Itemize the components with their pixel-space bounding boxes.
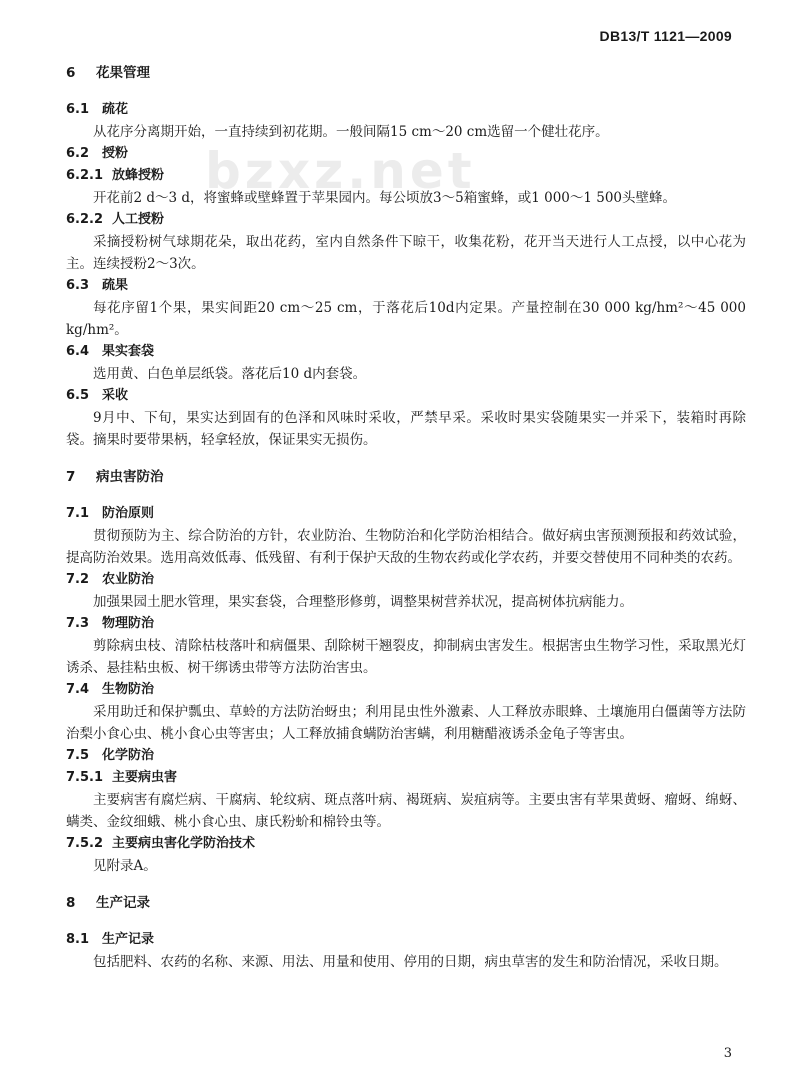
section-heading bbox=[66, 892, 746, 914]
section-title: 放蜂授粉 bbox=[112, 168, 165, 183]
section-s7-1 bbox=[66, 503, 746, 569]
section-title: 采收 bbox=[102, 388, 129, 403]
section-s7-2 bbox=[66, 569, 746, 613]
section-heading bbox=[66, 929, 746, 951]
section-title: 果实套袋 bbox=[102, 344, 155, 359]
section-number: 7.4 bbox=[66, 682, 90, 697]
section-heading bbox=[66, 466, 746, 488]
paragraph: 采摘授粉树气球期花朵，取出花药，室内自然条件下晾干，收集花粉，花开当天进行人工点授，以中心花为主。连续授粉2～3次。 bbox=[66, 234, 746, 272]
section-heading bbox=[66, 767, 746, 789]
section-number: 6.2 bbox=[66, 146, 90, 161]
section-title: 主要病虫害 bbox=[112, 770, 178, 785]
section-s6-3 bbox=[66, 275, 746, 341]
section-heading bbox=[66, 745, 746, 767]
section-number: 6.3 bbox=[66, 278, 90, 293]
section-heading bbox=[66, 62, 746, 84]
paragraph: 贯彻预防为主、综合防治的方针，农业防治、生物防治和化学防治相结合。做好病虫害预测预报和药效试验，提高防治效果。选用高效低毒、低残留、有利于保护天敌的生物农药或化学农药，并要交替使用不同种类的农药。 bbox=[66, 528, 746, 566]
paragraph: 采用助迁和保护瓢虫、草蛉的方法防治蚜虫；利用昆虫性外激素、人工释放赤眼蜂、土壤施用白僵菌等方法防治梨小食心虫、桃小食心虫等害虫；人工释放捕食螨防治害螨，利用糖醋液诱杀金龟子等害虫。 bbox=[66, 704, 746, 742]
paragraph: 剪除病虫枝、清除枯枝落叶和病僵果、刮除树干翘裂皮，抑制病虫害发生。根据害虫生物学习性，采取黑光灯诱杀、悬挂粘虫板、树干绑诱虫带等方法防治害虫。 bbox=[66, 638, 746, 676]
section-title: 授粉 bbox=[102, 146, 129, 161]
page-number: 3 bbox=[723, 1046, 732, 1061]
section-heading bbox=[66, 209, 746, 231]
document-code: DB13/T 1121—2009 bbox=[599, 28, 732, 44]
page-body bbox=[66, 62, 746, 973]
paragraph: 开花前2 d～3 d，将蜜蜂或壁蜂置于苹果园内。每公顷放3～5箱蜜蜂，或1 000～1 500头壁蜂。 bbox=[93, 190, 677, 206]
section-title: 疏果 bbox=[102, 278, 129, 293]
section-number: 8.1 bbox=[66, 932, 90, 947]
section-number: 7.5.1 bbox=[66, 770, 104, 785]
paragraph: 见附录A。 bbox=[93, 858, 157, 874]
paragraph: 主要病害有腐烂病、干腐病、轮纹病、斑点落叶病、褐斑病、炭疽病等。主要虫害有苹果黄蚜、瘤蚜、绵蚜、螨类、金纹细蛾、桃小食心虫、康氏粉蚧和棉铃虫等。 bbox=[66, 792, 746, 830]
section-number: 7.5.2 bbox=[66, 836, 104, 851]
section-title: 疏花 bbox=[102, 102, 129, 117]
section-s6-1 bbox=[66, 99, 746, 143]
paragraph: 从花序分离期开始，一直持续到初花期。一般间隔15 cm～20 cm选留一个健壮花序。 bbox=[93, 124, 609, 140]
section-s6-2-2 bbox=[66, 209, 746, 275]
section-number: 7.3 bbox=[66, 616, 90, 631]
section-number: 6.5 bbox=[66, 388, 90, 403]
section-number: 6.1 bbox=[66, 102, 90, 117]
section-title: 化学防治 bbox=[102, 748, 155, 763]
section-s7-5 bbox=[66, 745, 746, 767]
section-title: 物理防治 bbox=[102, 616, 155, 631]
section-heading bbox=[66, 165, 746, 187]
section-number: 7.1 bbox=[66, 506, 90, 521]
section-s6-5 bbox=[66, 385, 746, 451]
paragraph: 选用黄、白色单层纸袋。落花后10 d内套袋。 bbox=[93, 366, 367, 382]
section-number: 6 bbox=[66, 65, 76, 81]
section-title: 花果管理 bbox=[96, 65, 150, 81]
section-title: 农业防治 bbox=[102, 572, 155, 587]
section-number: 7.5 bbox=[66, 748, 90, 763]
section-s8-1 bbox=[66, 929, 746, 973]
section-s7-4 bbox=[66, 679, 746, 745]
section-heading bbox=[66, 613, 746, 635]
paragraph: 每花序留1个果，果实间距20 cm～25 cm，于落花后10d内定果。产量控制在30 000 kg/hm²～45 000 kg/hm²。 bbox=[66, 300, 746, 338]
paragraph: 9月中、下旬，果实达到固有的色泽和风味时采收，严禁早采。采收时果实袋随果实一并采下，装箱时再除袋。摘果时要带果柄，轻拿轻放，保证果实无损伤。 bbox=[66, 410, 746, 448]
section-number: 7.2 bbox=[66, 572, 90, 587]
watermark: bzxz.net bbox=[205, 142, 476, 200]
section-s7-3 bbox=[66, 613, 746, 679]
section-title: 防治原则 bbox=[102, 506, 155, 521]
section-heading bbox=[66, 385, 746, 407]
section-s6 bbox=[66, 62, 746, 84]
section-heading bbox=[66, 143, 746, 165]
section-s7-5-2 bbox=[66, 833, 746, 877]
section-heading bbox=[66, 503, 746, 525]
section-title: 主要病虫害化学防治技术 bbox=[112, 836, 256, 851]
paragraph: 加强果园土肥水管理，果实套袋，合理整形修剪，调整果树营养状况，提高树体抗病能力。 bbox=[93, 594, 633, 610]
section-title: 人工授粉 bbox=[112, 212, 165, 227]
section-s6-2-1 bbox=[66, 165, 746, 209]
section-number: 6.2.2 bbox=[66, 212, 104, 227]
section-number: 7 bbox=[66, 469, 76, 485]
paragraph: 包括肥料、农药的名称、来源、用法、用量和使用、停用的日期，病虫草害的发生和防治情况，采收日期。 bbox=[93, 954, 728, 970]
section-title: 生产记录 bbox=[96, 895, 150, 911]
section-s8 bbox=[66, 892, 746, 914]
section-number: 6.2.1 bbox=[66, 168, 104, 183]
section-title: 生物防治 bbox=[102, 682, 155, 697]
section-heading bbox=[66, 679, 746, 701]
section-heading bbox=[66, 99, 746, 121]
section-s6-2 bbox=[66, 143, 746, 165]
section-s7-5-1 bbox=[66, 767, 746, 833]
section-heading bbox=[66, 275, 746, 297]
section-heading bbox=[66, 569, 746, 591]
section-number: 8 bbox=[66, 895, 76, 911]
section-number: 6.4 bbox=[66, 344, 90, 359]
section-title: 生产记录 bbox=[102, 932, 155, 947]
section-title: 病虫害防治 bbox=[96, 469, 164, 485]
section-s6-4 bbox=[66, 341, 746, 385]
section-heading bbox=[66, 341, 746, 363]
section-heading bbox=[66, 833, 746, 855]
section-s7 bbox=[66, 466, 746, 488]
